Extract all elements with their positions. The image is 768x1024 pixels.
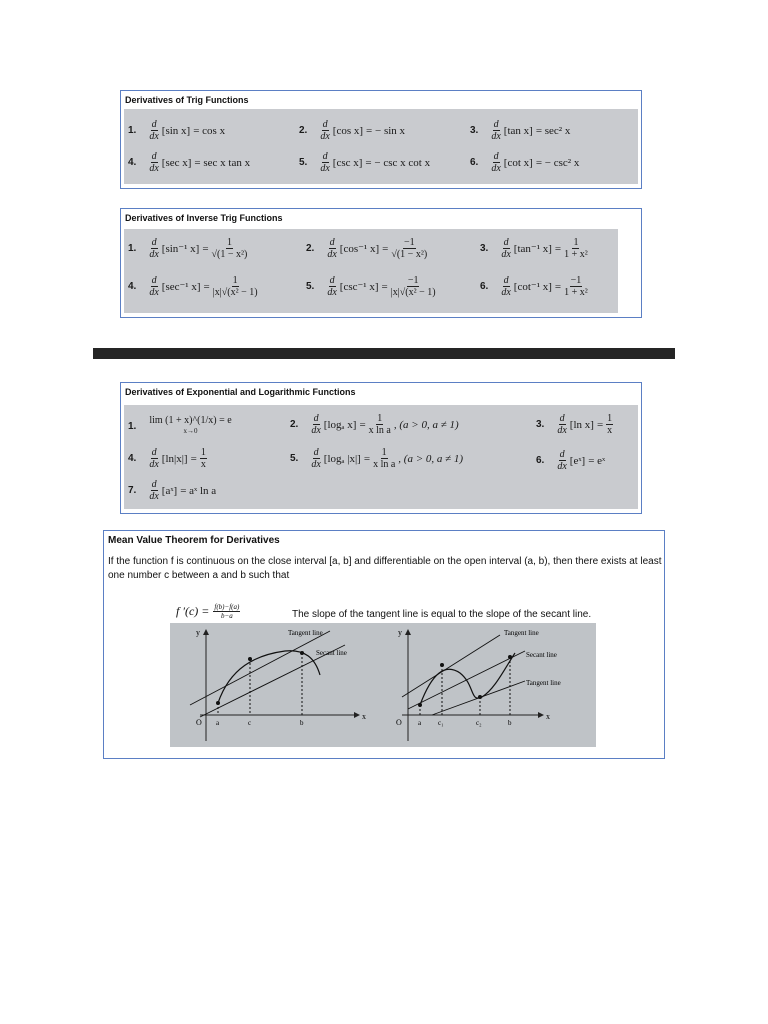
explog-card-title: Derivatives of Exponential and Logarithmic Functions [125,387,356,397]
trig-formula-2: 2. $\frac{d}{dx}$ [cos x] = − sin x [299,119,406,142]
fig2-secant-label: Secant line [526,651,557,659]
fig1-secant-label: Secant line [316,649,347,657]
explog-formula-1: 1. lim (1 + x)^(1/x) = e x→0 [128,415,232,435]
section-divider [93,348,675,359]
fig2-y-label: y [398,628,402,637]
fig2-tangent-label: Tangent line [504,629,539,637]
explog-derivatives-card [120,382,642,514]
fig1-tangent-label: Tangent line [288,629,323,637]
fig1-a-label: a [216,719,220,727]
inverse-trig-derivatives-card [120,208,642,318]
inverse-formula-6: 6. $\frac{d}{dx}$ [cot⁻¹ x] = $\frac{-1}{\text{1 + x²}}$ [480,275,588,298]
inverse-formula-4: 4. $\frac{d}{dx}$ [sec⁻¹ x] = $\frac{1}{\text{|x|√(x² − 1)}}$ [128,275,258,298]
trig-derivatives-card [120,90,642,189]
fig2-tangent2-label: Tangent line [526,679,561,687]
fig1-c-label: c [248,719,252,727]
fig2-x-label: x [546,712,550,721]
fig2-origin-label: O [396,718,402,727]
mvt-figure-1 [190,628,366,741]
trig-formula-3: 3. $\frac{d}{dx}$ [tan x] = sec² x [470,119,571,142]
trig-formula-4: 4. $\frac{d}{dx}$ [sec x] = sec x tan x [128,151,251,174]
inverse-card-title: Derivatives of Inverse Trig Functions [125,213,283,223]
fig2-c2-label: c₂ [476,719,482,727]
explog-formula-5: 5. $\frac{d}{dx}$ [logₐ |x|] = $\frac{1}{\text{x ln a}}$ , (a > 0, a ≠ 1) [290,447,464,470]
fig1-origin-label: O [196,718,202,727]
trig-formula-scan [124,109,638,184]
mvt-card [103,530,665,759]
mvt-equation: f ′(c) = $\frac{f(b)-f(a)}{b-a}$ [176,603,240,620]
trig-formula-1: 1. $\frac{d}{dx}$ [sin x] = cos x [128,119,226,142]
explog-formula-6: 6. $\frac{d}{dx}$ [eˣ] = eˣ [536,449,606,472]
trig-formula-5: 5. $\frac{d}{dx}$ [csc x] = − csc x cot x [299,151,431,174]
explog-formula-4: 4. $\frac{d}{dx}$ [ln|x|] = $\frac{1}{x}$ [128,447,206,470]
trig-card-title: Derivatives of Trig Functions [125,95,249,105]
mvt-statement: If the function f is continuous on the close interval [a, b] and differentiable on the open interval (a, b), then there exists at least one number c between a and b such that [108,556,662,581]
explog-formula-7: 7. $\frac{d}{dx}$ [aˣ] = aˣ ln a [128,479,217,502]
fig2-a-label: a [418,719,422,727]
mvt-figure-2 [396,628,561,741]
trig-formula-6: 6. $\frac{d}{dx}$ [cot x] = − csc² x [470,151,580,174]
fig1-y-label: y [196,628,200,637]
inverse-formula-5: 5. $\frac{d}{dx}$ [csc⁻¹ x] = $\frac{-1}{\text{|x|√(x² − 1)}}$ [306,275,436,298]
mvt-figures [170,623,596,747]
explog-formula-3: 3. $\frac{d}{dx}$ [ln x] = $\frac{1}{x}$ [536,413,613,436]
mvt-note: The slope of the tangent line is equal to the slope of the secant line. [292,609,592,620]
mvt-figures-svg [170,623,596,747]
fig1-x-label: x [362,712,366,721]
mvt-title: Mean Value Theorem for Derivatives [108,535,280,546]
inverse-formula-scan [124,229,618,313]
explog-formula-scan [124,405,638,509]
inverse-formula-3: 3. $\frac{d}{dx}$ [tan⁻¹ x] = $\frac{1}{\text{1 + x²}}$ [480,237,588,260]
fig2-c1-label: c₁ [438,719,444,727]
fig1-b-label: b [300,719,304,727]
fig2-b-label: b [508,719,512,727]
inverse-formula-2: 2. $\frac{d}{dx}$ [cos⁻¹ x] = $\frac{-1}{\text{√(1 − x²)}}$ [306,237,428,260]
inverse-formula-1: 1. $\frac{d}{dx}$ [sin⁻¹ x] = $\frac{1}{\text{√(1 − x²)}}$ [128,237,248,260]
explog-formula-2: 2. $\frac{d}{dx}$ [logₐ x] = $\frac{1}{\text{x ln a}}$ , (a > 0, a ≠ 1) [290,413,459,436]
